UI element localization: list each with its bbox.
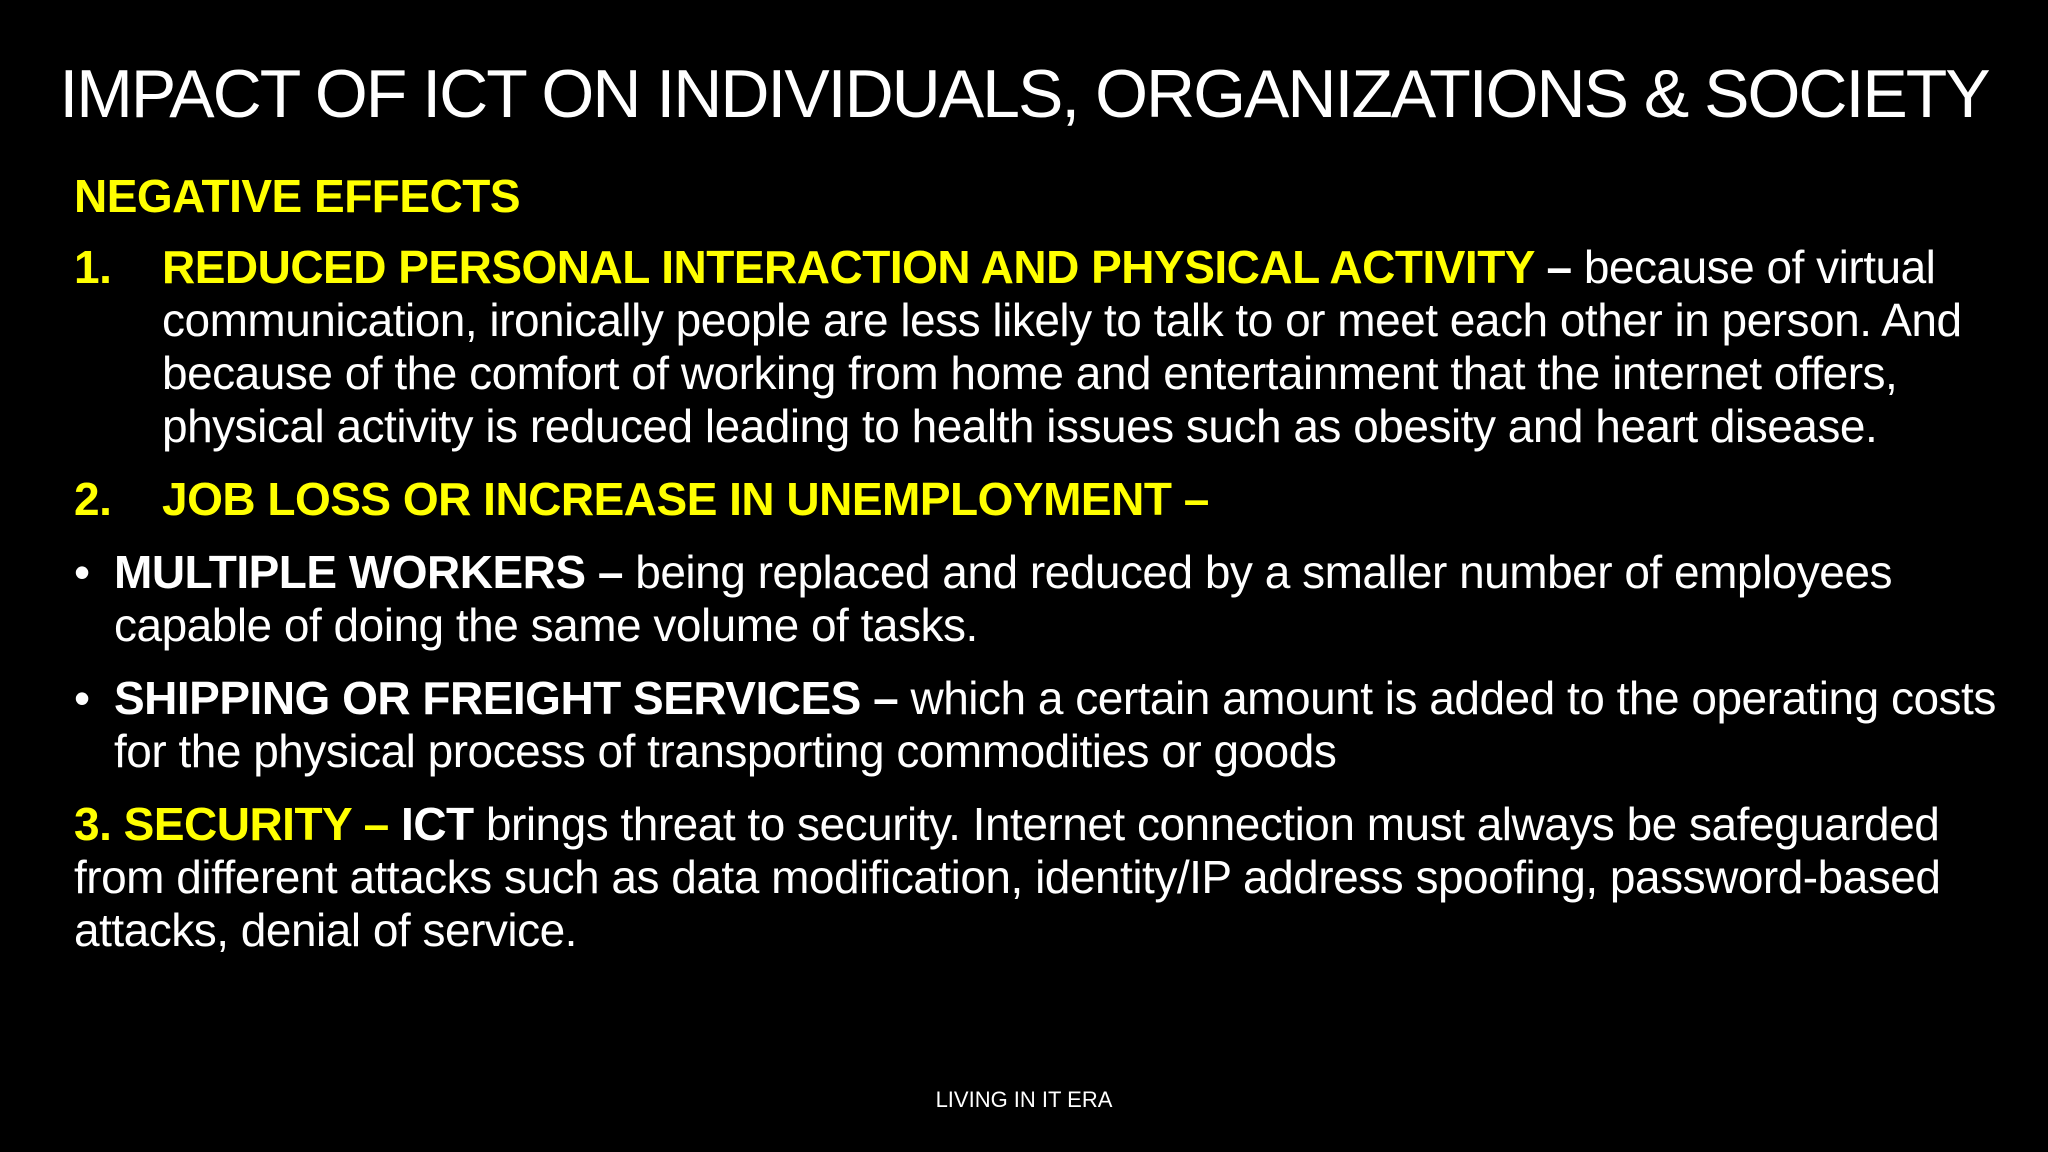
bullet-dash: – [585, 546, 636, 598]
slide-content [74, 170, 2014, 957]
numbered-item-1 [74, 241, 2014, 453]
numbered-item-2 [74, 473, 2014, 526]
security-bold-word: ICT [388, 798, 474, 850]
bullet-heading: SHIPPING OR FREIGHT SERVICES [114, 672, 861, 724]
bullet-dash: – [860, 672, 911, 724]
item-dash: – [1534, 241, 1584, 293]
item-number: 2. [74, 473, 112, 525]
slide-footer: LIVING IN IT ERA [935, 1087, 1113, 1112]
security-text: brings threat to security. Internet connection must always be safeguarded from different attacks such as data modification, identity/IP address spoofing, password-based attacks, denial of service. [74, 798, 1941, 956]
bullet-text: being replaced and reduced by a smaller number of employees capable of doing the same volume of tasks. [114, 546, 1892, 651]
bullet-item-shipping [74, 672, 2014, 778]
bullet-heading: MULTIPLE WORKERS [114, 546, 586, 598]
slide-title: IMPACT OF ICT ON INDIVIDUALS, ORGANIZATIONS & SOCIETY [59, 56, 1989, 132]
bullet-marker: • [74, 672, 90, 724]
security-paragraph [74, 798, 2014, 957]
bullet-text: which a certain amount is added to the operating costs for the physical process of transporting commodities or goods [114, 672, 1996, 777]
section-heading: NEGATIVE EFFECTS [74, 170, 521, 222]
bullet-marker: • [74, 546, 90, 598]
security-label: 3. SECURITY – [74, 798, 389, 850]
item-text: because of virtual communication, ironically people are less likely to talk to or meet each other in person. And because of the comfort of working from home and entertainment that the internet offers, physical activity is reduced leading to health issues such as obesity and heart disease. [162, 241, 1962, 452]
item-heading: JOB LOSS OR INCREASE IN UNEMPLOYMENT – [162, 473, 1209, 525]
item-number: 1. [74, 241, 112, 293]
item-heading: REDUCED PERSONAL INTERACTION AND PHYSICAL ACTIVITY [162, 241, 1535, 293]
bullet-item-multiple-workers [74, 546, 2014, 652]
